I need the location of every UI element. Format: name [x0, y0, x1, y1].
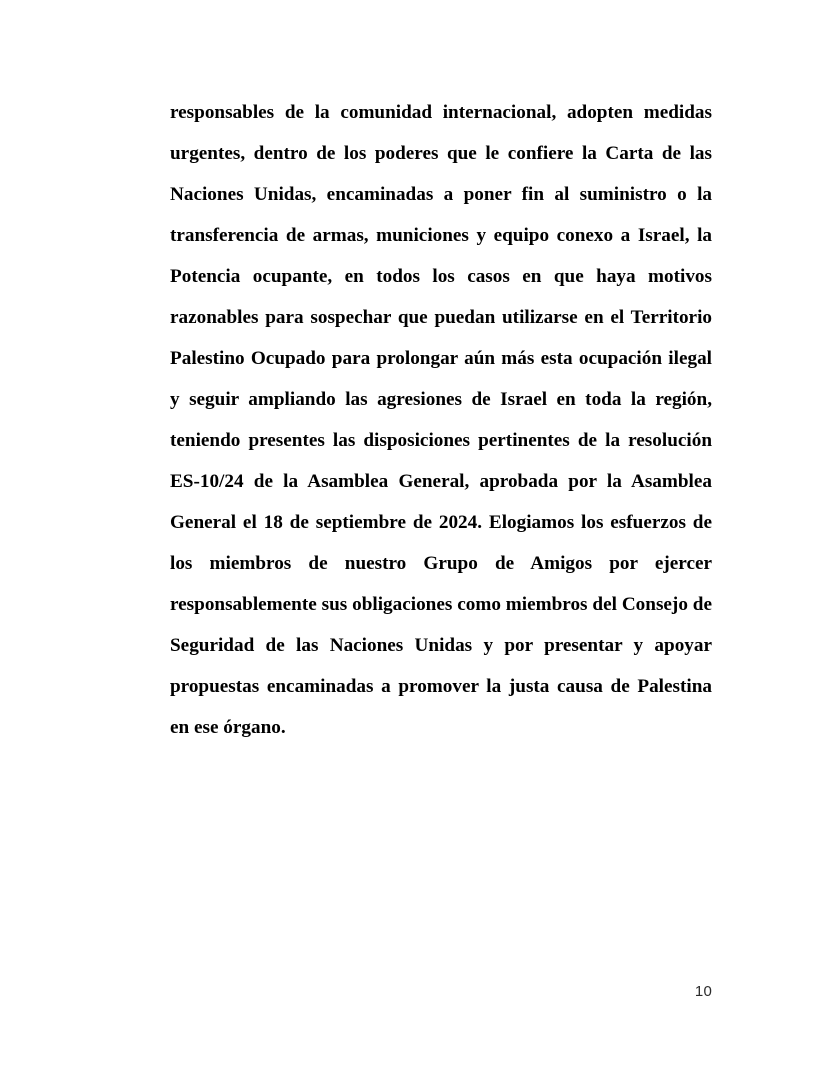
page-footer — [170, 983, 712, 1001]
text-column — [170, 92, 712, 748]
body-paragraph: responsables de la comunidad internacional, adopten medidas urgentes, dentro de los poderes que le confiere la Carta de las Naciones Unidas, encaminadas a poner fin al suministro o la transferencia de armas, municiones y equipo conexo a Israel, la Potencia ocupante, en todos los casos en que haya motivos razonables para sospechar que puedan utilizarse en el Territorio Palestino Ocupado para prolongar aún más esta ocupación ilegal y seguir ampliando las agresiones de Israel en toda la región, teniendo presentes las disposiciones pertinentes de la resolución ES-10/24 de la Asamblea General, aprobada por la Asamblea General el 18 de septiembre de 2024. Elogiamos los esfuerzos de los miembros de nuestro Grupo de Amigos por ejercer responsablemente sus obligaciones como miembros del Consejo de Seguridad de las Naciones Unidas y por presentar y apoyar propuestas encaminadas a promover la justa causa de Palestina en ese órgano. — [170, 102, 712, 738]
page-number: 10 — [694, 983, 712, 1000]
